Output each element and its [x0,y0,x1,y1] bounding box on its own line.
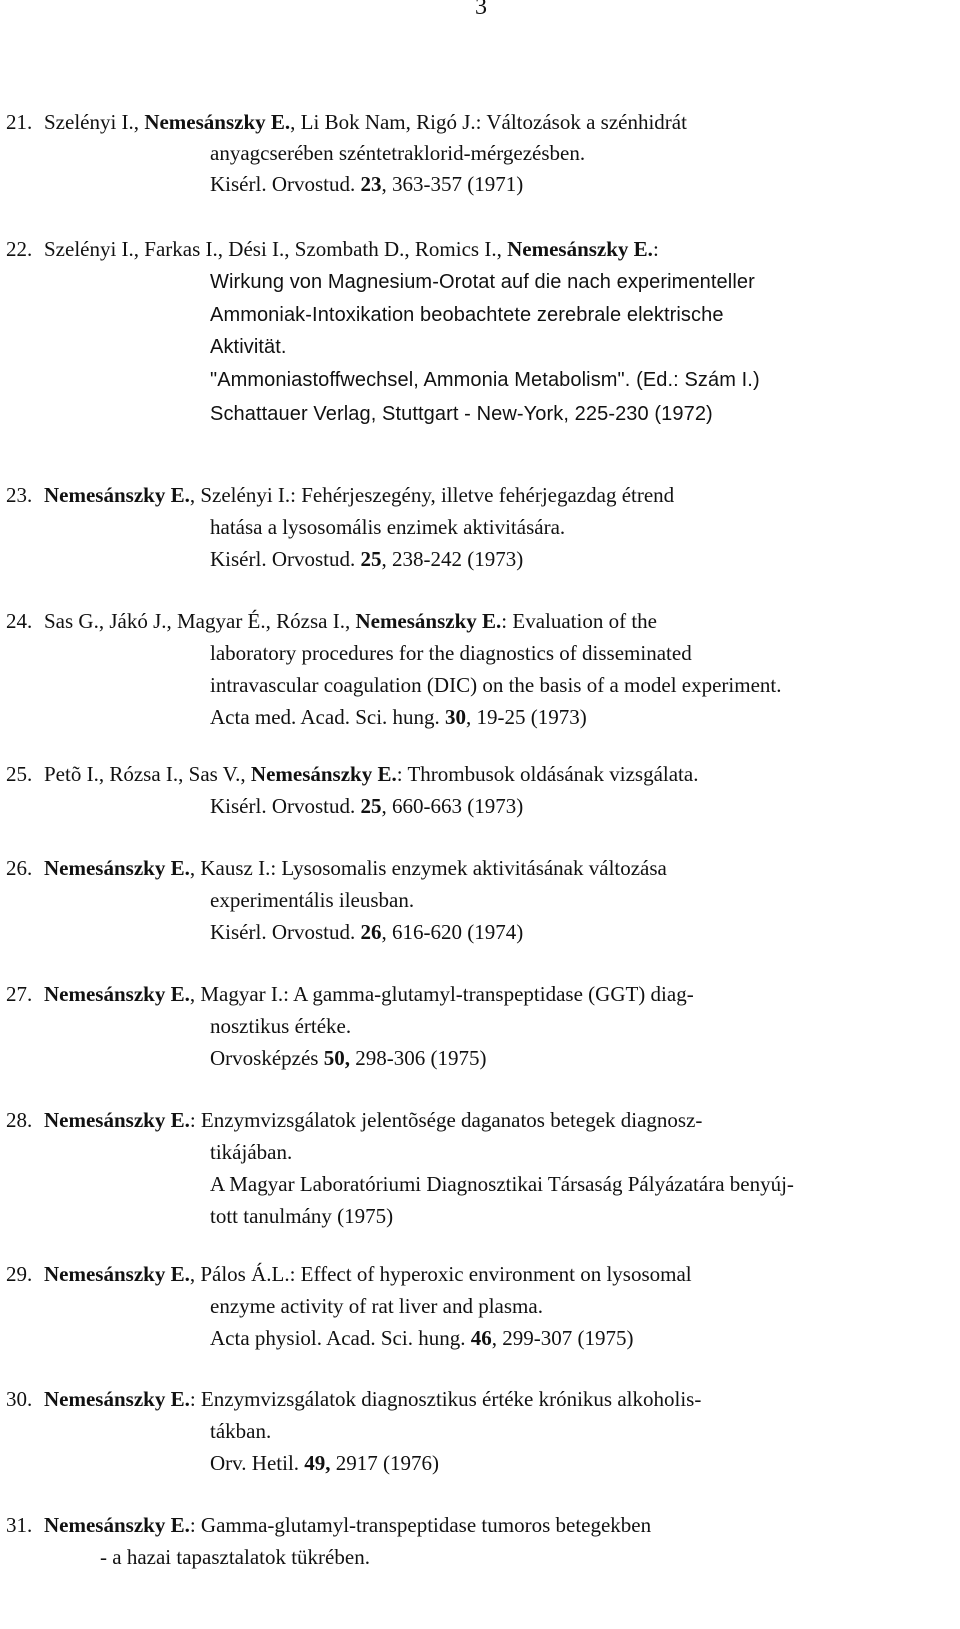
entry-line: Acta med. Acad. Sci. hung. 30, 19-25 (1973) [210,705,587,729]
entry-line: hatása a lysosomális enzimek aktivitására. [210,515,566,539]
entry-line: laboratory procedures for the diagnostics of disseminated [210,641,692,665]
entry-line: tákban. [210,1419,272,1443]
entry-line: Kisérl. Orvostud. 23, 363-357 (1971) [210,172,524,196]
entry-line: Nemesánszky E., Kausz I.: Lysosomalis enzymek aktivitásának változása [44,856,667,880]
author-highlight: Nemesánszky E. [44,1513,190,1537]
page-number: 3 [475,0,487,20]
author-highlight: Nemesánszky E. [507,237,653,261]
entry-line: tikájában. [210,1140,293,1164]
entry-line: Nemesánszky E., Szelényi I.: Fehérjeszegény, illetve fehérjegazdag étrend [44,483,675,507]
author-highlight: Nemesánszky E. [44,483,190,507]
entry-line: experimentális ileusban. [210,888,415,912]
entry-number: 25. [6,762,33,786]
entry-line: Nemesánszky E.: Enzymvizsgálatok jelentõsége daganatos betegek diagnosz- [44,1108,703,1132]
entry-line: Szelényi I., Farkas I., Dési I., Szombath D., Romics I., Nemesánszky E.: [44,237,659,261]
entry-line: "Ammoniastoffwechsel, Ammonia Metabolism". (Ed.: Szám I.) [210,369,760,391]
entry-line: Orvosképzés 50, 298-306 (1975) [210,1046,487,1070]
entry-number: 21. [6,110,33,134]
author-highlight: Nemesánszky E. [44,1108,190,1132]
entry-line: Kisérl. Orvostud. 25, 238-242 (1973) [210,547,524,571]
author-highlight: Nemesánszky E. [144,110,291,134]
entry-number: 23. [6,483,33,507]
entry-line: Orv. Hetil. 49, 2917 (1976) [210,1451,440,1475]
author-highlight: Nemesánszky E. [355,609,502,633]
entry-line: Ammoniak-Intoxikation beobachtete zerebrale elektrische [210,304,724,326]
entry-line: tott tanulmány (1975) [210,1204,394,1228]
entry-number: 24. [6,609,33,633]
author-highlight: Nemesánszky E. [250,762,397,786]
author-highlight: Nemesánszky E. [44,1262,190,1286]
entry-line: anyagcserében széntetraklorid-mérgezésben. [210,141,586,165]
author-highlight: Nemesánszky E. [44,856,190,880]
entry-line: Kisérl. Orvostud. 26, 616-620 (1974) [210,920,524,944]
entry-line: - a hazai tapasztalatok tükrében. [100,1545,370,1569]
entry-line: Wirkung von Magnesium-Orotat auf die nach experimenteller [210,271,755,293]
entry-number: 31. [6,1513,33,1537]
entry-number: 29. [6,1262,33,1286]
entry-line: Szelényi I., Nemesánszky E., Li Bok Nam, Rigó J.: Változások a szénhidrát [44,110,687,134]
entry-line: Sas G., Jákó J., Magyar É., Rózsa I., Nemesánszky E.: Evaluation of the [44,609,658,633]
entry-number: 22. [6,237,33,261]
entry-line: enzyme activity of rat liver and plasma. [210,1294,543,1318]
entry-line: nosztikus értéke. [210,1014,352,1038]
entry-line: A Magyar Laboratóriumi Diagnosztikai Társaság Pályázatára benyúj- [210,1172,794,1196]
entry-line: intravascular coagulation (DIC) on the basis of a model experiment. [210,673,782,697]
entry-number: 30. [6,1387,33,1411]
entry-line: Schattauer Verlag, Stuttgart - New-York, 225-230 (1972) [210,403,713,425]
entry-line: Nemesánszky E., Magyar I.: A gamma-glutamyl-transpeptidase (GGT) diag- [44,982,694,1006]
entry-number: 27. [6,982,33,1006]
entry-line: Nemesánszky E., Pálos Á.L.: Effect of hyperoxic environment on lysosomal [44,1262,692,1286]
entry-line: Petõ I., Rózsa I., Sas V., Nemesánszky E.: Thrombusok oldásának vizsgálata. [44,762,699,786]
entry-line: Nemesánszky E.: Gamma-glutamyl-transpeptidase tumoros betegekben [44,1513,652,1537]
entry-number: 28. [6,1108,33,1132]
entry-line: Nemesánszky E.: Enzymvizsgálatok diagnosztikus értéke krónikus alkoholis- [44,1387,702,1411]
entry-line: Kisérl. Orvostud. 25, 660-663 (1973) [210,794,524,818]
author-highlight: Nemesánszky E. [44,1387,190,1411]
entry-line: Acta physiol. Acad. Sci. hung. 46, 299-307 (1975) [210,1326,634,1350]
entry-number: 26. [6,856,33,880]
author-highlight: Nemesánszky E. [44,982,190,1006]
entry-line: Aktivität. [210,336,287,358]
